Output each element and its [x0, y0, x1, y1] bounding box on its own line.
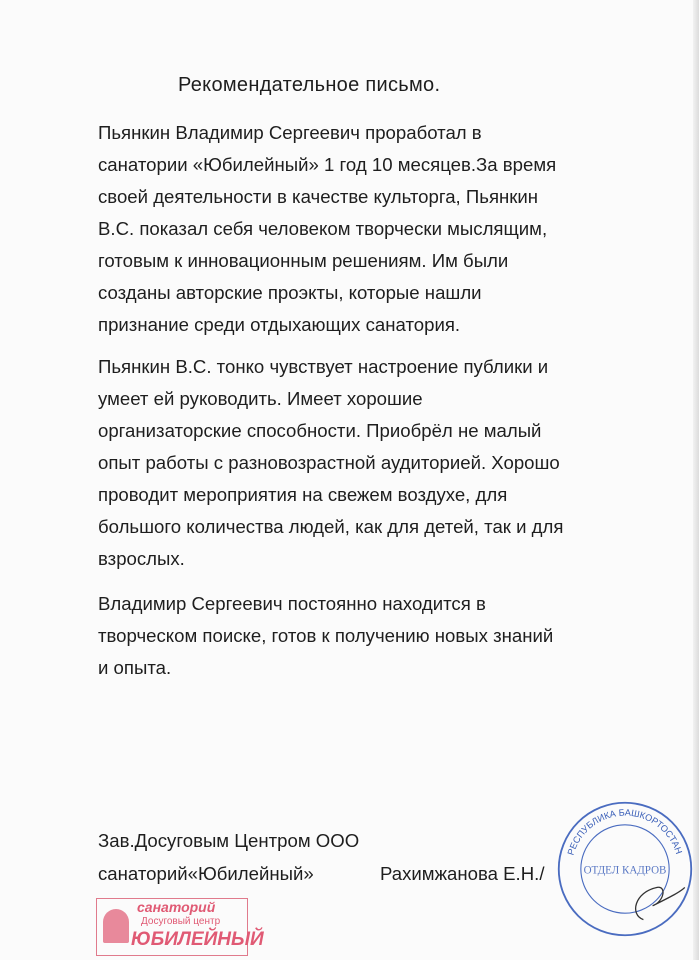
text-line: санатории «Юбилейный» 1 год 10 месяцев.За время	[98, 154, 557, 175]
signer-position: Зав.Досуговым Центром ООО	[98, 830, 360, 851]
paragraph-3	[98, 588, 553, 684]
stamp-logo-icon	[103, 909, 129, 943]
official-seal	[556, 800, 694, 938]
text-line: творческом поиске, готов к получению новых знаний	[98, 625, 554, 646]
text-line: умеет ей руководить. Имеет хорошие	[98, 388, 423, 409]
stamp-text: ЮБИЛЕЙНЫЙ	[131, 929, 264, 950]
paragraph-1	[98, 117, 556, 341]
text-line: В.С. показал себя человеком творчески мыслящим,	[98, 218, 548, 239]
text-line: созданы авторские проэкты, которые нашли	[98, 282, 482, 303]
sanatorium-stamp	[96, 898, 264, 956]
seal-ring-text: РЕСПУБЛИКА БАШКОРТОСТАН	[565, 807, 685, 857]
signer-name: Рахимжанова Е.Н./	[380, 863, 545, 884]
text-line: организаторские способности. Приобрёл не малый	[98, 420, 542, 441]
text-line: проводит мероприятия на свежем воздухе, для	[98, 484, 508, 505]
stamp-text: Досуговый центр	[141, 916, 221, 927]
text-line: и опыта.	[98, 657, 172, 678]
text-line: большого количества людей, как для детей, так и для	[98, 516, 564, 537]
text-line: опыт работы с разновозрастной аудиторией. Хорошо	[98, 452, 560, 473]
text-line: Пьянкин В.С. тонко чувствует настроение публики и	[98, 356, 549, 377]
text-line: своей деятельности в качестве культорга, Пьянкин	[98, 186, 539, 207]
signature-scribble	[636, 887, 685, 919]
letter-title: Рекомендательное письмо.	[178, 74, 441, 96]
text-line: Владимир Сергеевич постоянно находится в	[98, 593, 486, 614]
signer-organization: санаторий«Юбилейный»	[98, 863, 314, 884]
seal-center-text: ОТДЕЛ КАДРОВ	[583, 864, 667, 877]
signature-block	[98, 824, 545, 890]
text-line: признание среди отдыхающих санатория.	[98, 314, 461, 335]
text-line: Пьянкин Владимир Сергеевич проработал в	[98, 122, 482, 143]
stamp-text: санаторий	[137, 899, 216, 915]
text-line: готовым к инновационным решениям. Им были	[98, 250, 509, 271]
paragraph-2	[98, 351, 563, 575]
text-line: взрослых.	[98, 548, 185, 569]
